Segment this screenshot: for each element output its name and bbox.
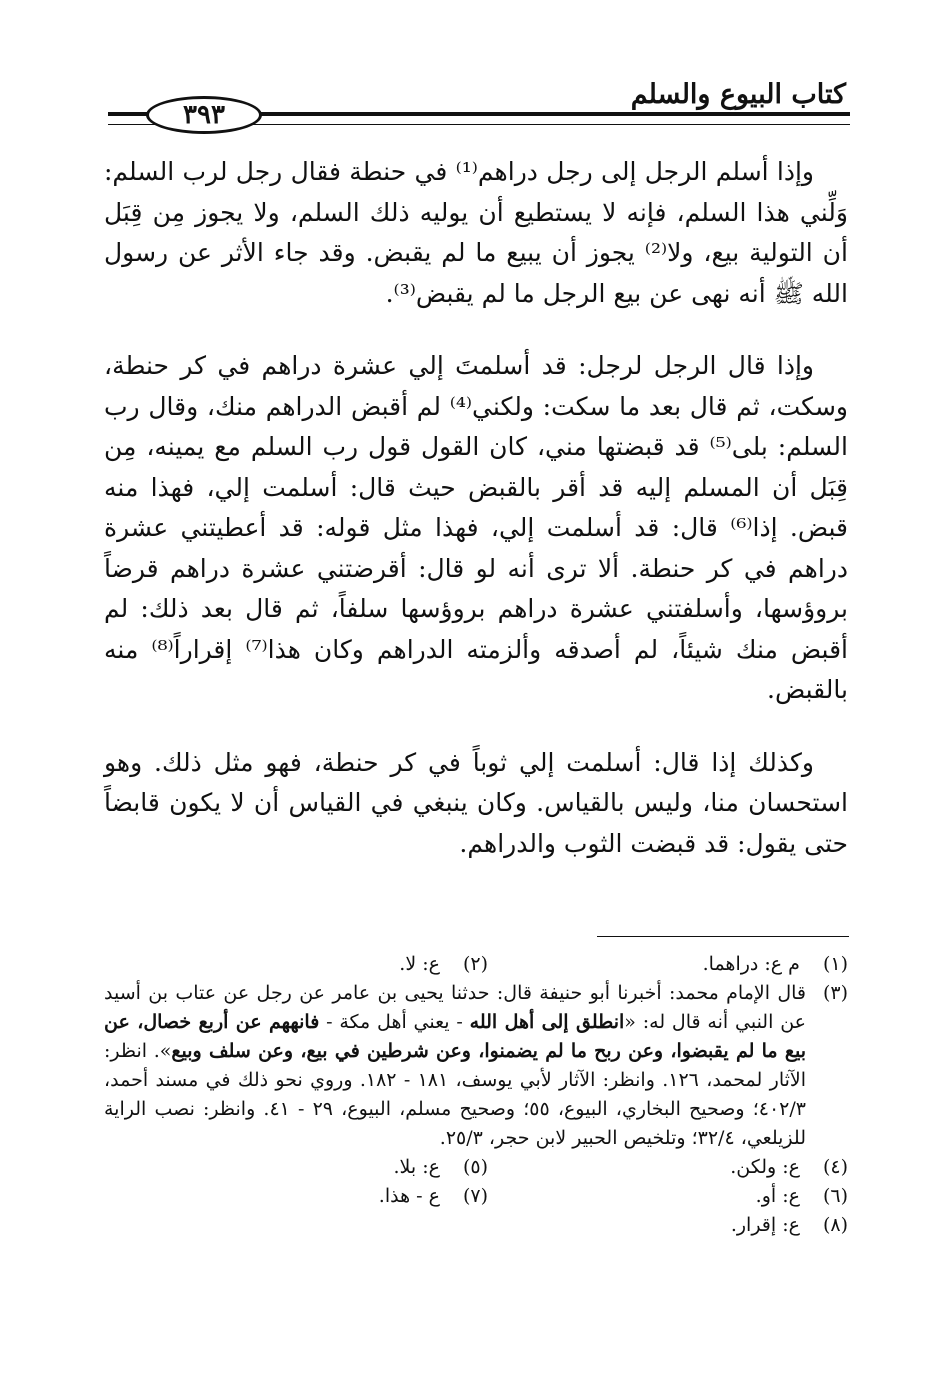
footnote-text: ع: ولكن. (730, 1156, 800, 1178)
footnote-text: ع: لا. (399, 953, 440, 975)
page-header (108, 78, 850, 130)
footnotes (104, 950, 848, 1240)
footnote-text: ع: إقرار. (730, 1214, 800, 1236)
paragraph-1: وإذا أسلم الرجل إلى رجل دراهم⁽¹⁾ في حنطة فقال رجل لرب السلم: وَلِّني هذا السلم، فإنه لا يستطيع أن يوليه ذلك السلم، ولا يجوز مِن قِبَل أن التولية بيع، ولا⁽²⁾ يجوز أن يبيع ما لم يقبض. وقد جاء الأثر عن رسول الله ﷺ أنه نهى عن بيع الرجل ما لم يقبض⁽³⁾. (104, 157, 848, 308)
footnote-separator (597, 936, 849, 937)
footnote-number: (٤) (822, 1156, 848, 1178)
footnote-text (104, 979, 806, 1153)
footnote-text-part: ». انظر: الآثار لمحمد، ١٢٦. وانظر: الآثار لأبي يوسف، ١٨١ - ١٨٢. وروي نحو ذلك في مسند أحمد، ٤٠٢/٣؛ وصحيح البخاري، البيوع، ٥٥؛ وصحيح مسلم، البيوع، ٢٩ - ٤١. وانظر: نصب الراية للزيلعي، ٣٢/٤؛ وتلخيص الحبير لابن حجر، ٢٥/٣. (104, 1040, 807, 1149)
footnote-number: (٧) (462, 1185, 488, 1207)
footnote-row (104, 950, 848, 979)
footnote-number: (٨) (822, 1214, 848, 1236)
footnote-row (104, 1182, 848, 1211)
footnote-6 (488, 1182, 848, 1211)
footnote-text: ع: بلا. (393, 1156, 440, 1178)
main-text (104, 152, 848, 864)
footnote-1 (488, 950, 848, 979)
footnote-text: ع - هذا. (378, 1185, 440, 1207)
footnote-number: (٢) (462, 953, 488, 975)
footnote-number: (٦) (822, 1185, 848, 1207)
footnote-7 (128, 1182, 488, 1211)
footnote-number: (١) (822, 953, 848, 975)
hadith-text: فانههم عن أربع خصال، عن بيع ما لم يقبضوا، وعن ربح ما لم يضمنوا، وعن شرطين في بيع، وعن سلف وبيع (104, 1011, 806, 1062)
footnote-number: (٥) (462, 1156, 488, 1178)
footnote-text: م ع: دراهما. (702, 953, 800, 975)
running-head: كتاب البيوع والسلم (630, 79, 846, 110)
page-number: ٣٩٣ (146, 96, 262, 134)
footnote-3 (104, 979, 848, 1153)
hadith-text: انطلق إلى أهل الله (469, 1011, 625, 1033)
footnote-text-part: قال الإمام محمد: أخبرنا أبو حنيفة قال: حدثنا يحيى بن عامر عن رجل عن عتاب بن أسيد عن النبي أنه قال له: « (104, 982, 806, 1033)
footnote-8 (488, 1211, 848, 1240)
paragraph-3: وكذلك إذا قال: أسلمت إلي ثوباً في كر حنطة، فهو مثل ذلك. وهو استحسان منا، وليس بالقياس. وكان ينبغي في القياس أن لا يكون قابضاً حتى يقول: قد قبضت الثوب والدراهم. (104, 747, 848, 858)
footnote-text: ع: أو. (755, 1185, 800, 1207)
footnote-4 (488, 1153, 848, 1182)
footnote-row (104, 1211, 848, 1240)
paragraph-2: وإذا قال الرجل لرجل: قد أسلمتَ إلي عشرة دراهم في كر حنطة، وسكت، ثم قال بعد ما سكت: ولكني⁽⁴⁾ لم أقبض الدراهم منك، وقال رب السلم: بلى⁽⁵⁾ قد قبضتها مني، كان القول قول رب السلم مع يمينه، مِن قِبَل أن المسلم إليه قد أقر بالقبض حيث قال: أسلمت إلي، فهذا منه قبض. إذا⁽⁶⁾ قال: قد أسلمت إلي، فهذا مثل قوله: قد أعطيتني عشرة دراهم في كر حنطة. ألا ترى أنه لو قال: أقرضتني عشرة دراهم قرضاً بروؤسها، وأسلفتني عشرة دراهم بروؤسها سلفاً، ثم قال بعد ذلك: لم أقبض منك شيئاً، لم أصدقه وألزمته الدراهم وكان هذا⁽⁷⁾ إقراراً⁽⁸⁾ منه بالقبض. (104, 351, 848, 704)
footnote-number: (٣) (822, 982, 848, 1004)
footnote-row (104, 1153, 848, 1182)
footnote-text-part: - يعني أهل مكة - (319, 1011, 470, 1033)
footnote-5 (128, 1153, 488, 1182)
footnote-2 (128, 950, 488, 979)
